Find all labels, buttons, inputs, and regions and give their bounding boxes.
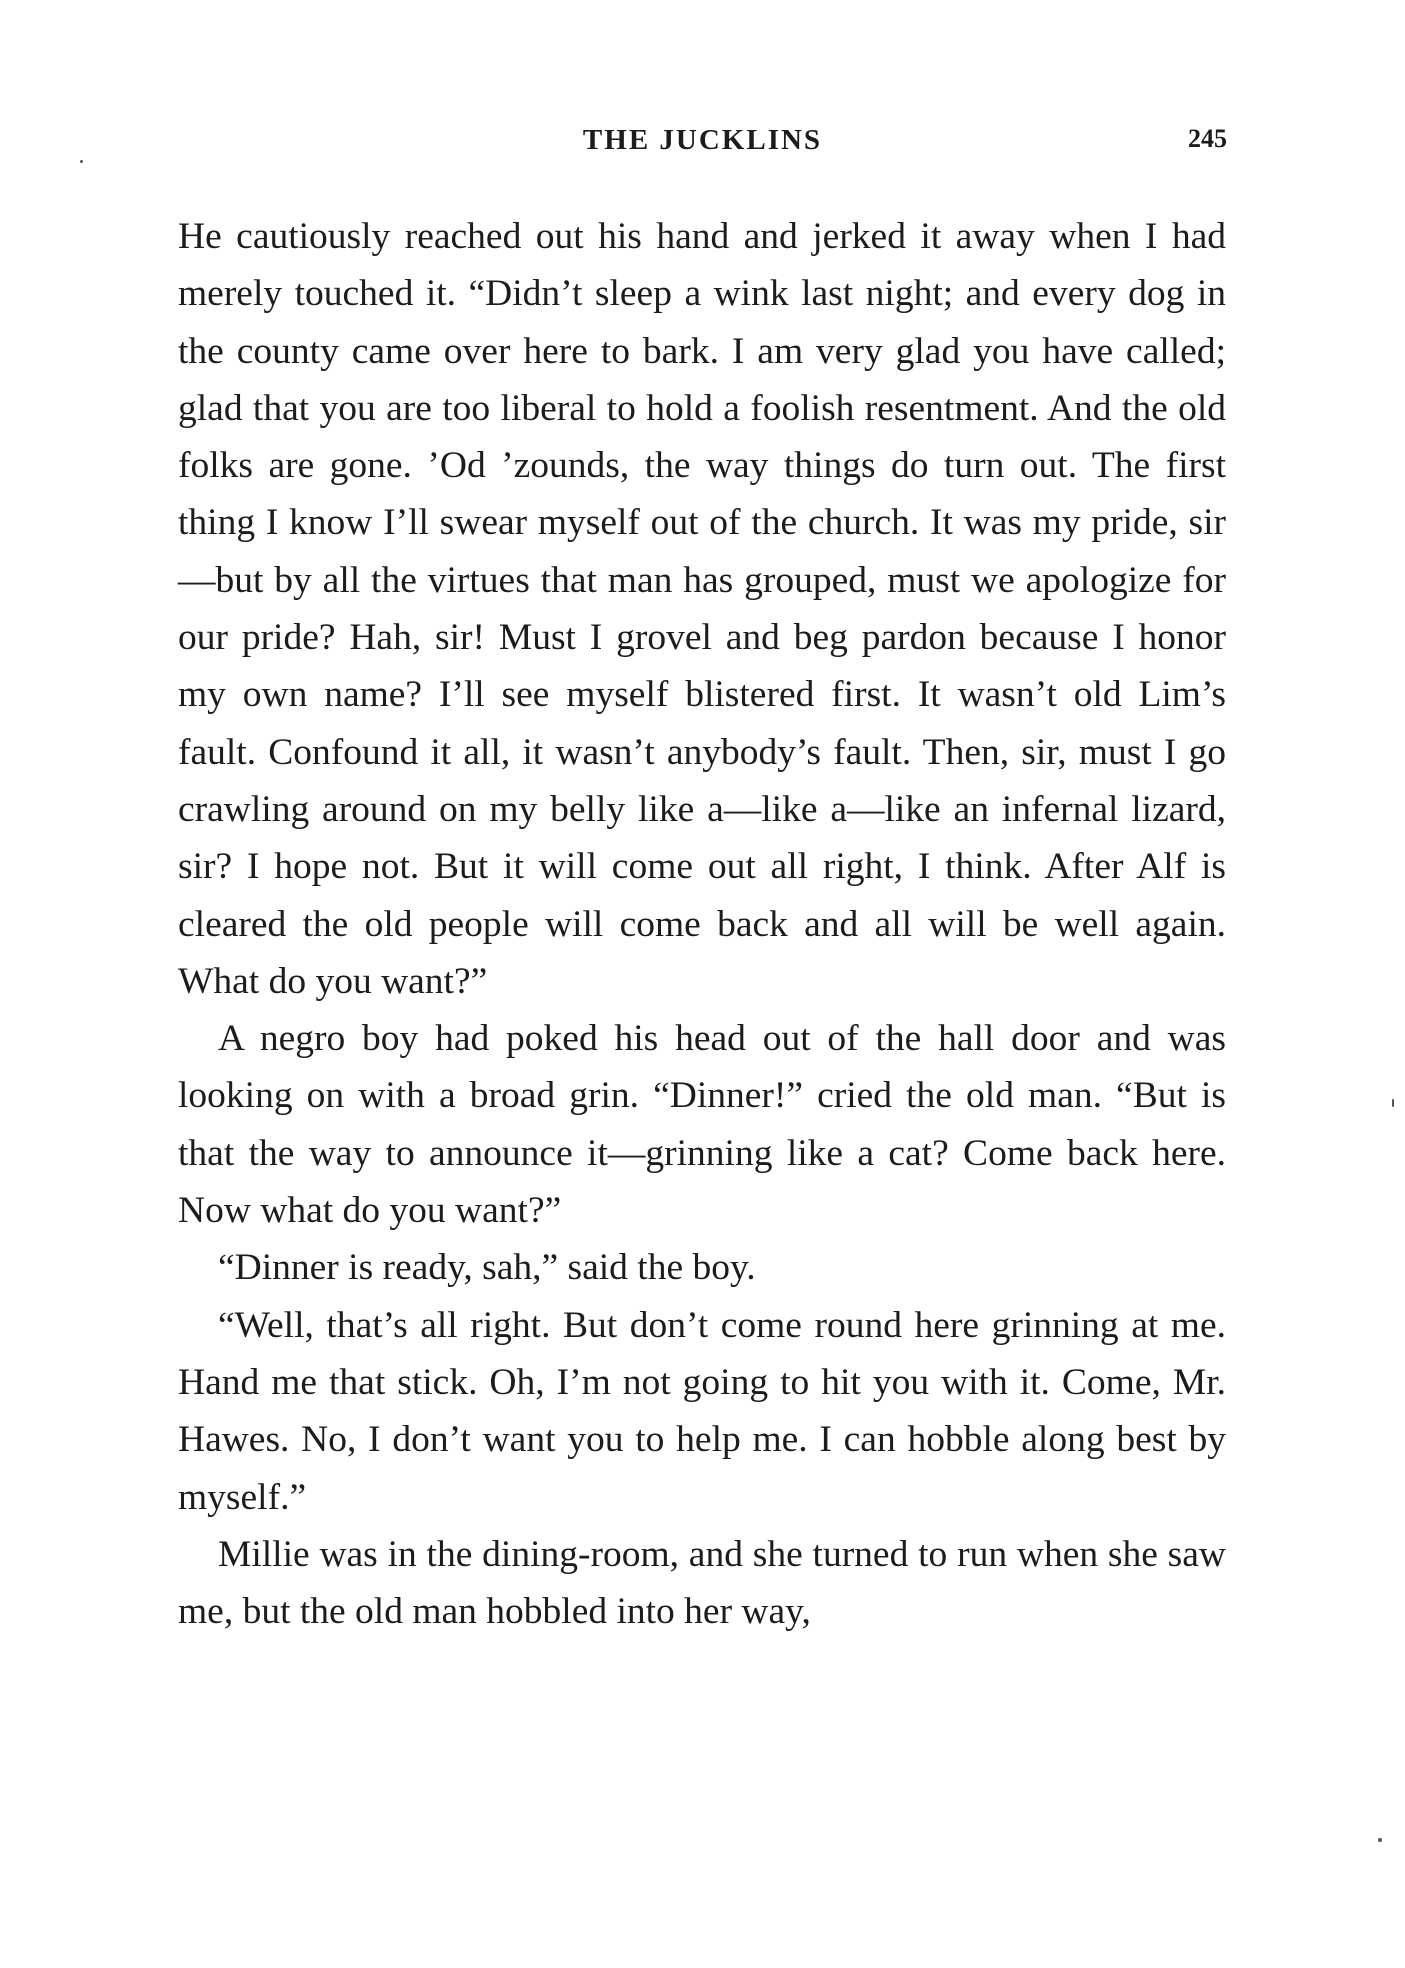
body-text bbox=[178, 208, 1226, 1640]
paragraph: “Dinner is ready, sah,” said the boy. bbox=[218, 1247, 756, 1289]
paragraph: He cautiously reached out his hand and jerked it away when I had merely touched it. “Didn’t sleep a wink last night; and every dog in the county came over here to bark. I am very glad you have called; glad that you are too liberal to hold a foolish resentment. And the old folks are gone. ’Od ’zounds, the way things do turn out. The first thing I know I’ll swear myself out of the church. It was my pride, sir—but by all the virtues that man has grouped, must we apologize for our pride? Hah, sir! Must I grovel and beg pardon because I honor my own name? I’ll see myself blistered first. It wasn’t old Lim’s fault. Confound it all, it wasn’t anybody’s fault. Then, sir, must I go crawling around on my belly like a—like a—like an infernal lizard, sir? I hope not. But it will come out all right, I think. After Alf is cleared the old people will come back and all will be well again. What do you want?” bbox=[178, 216, 1226, 1002]
page-number: 245 bbox=[1188, 124, 1227, 153]
page-header bbox=[0, 124, 1405, 164]
paper-speck bbox=[1378, 1838, 1382, 1842]
paragraph: Millie was in the dining-room, and she turned to run when she saw me, but the old man hobbled into her way, bbox=[178, 1533, 1226, 1633]
paper-speck bbox=[1392, 1099, 1394, 1107]
paragraph: A negro boy had poked his head out of the hall door and was looking on with a broad grin. “Dinner!” cried the old man. “But is that the way to announce it—grinning like a cat? Come back here. Now what do you want?” bbox=[178, 1018, 1226, 1232]
running-title: THE JUCKLINS bbox=[582, 124, 823, 156]
paragraph: “Well, that’s all right. But don’t come round here grinning at me. Hand me that stick. Oh, I’m not going to hit you with it. Come, Mr. Hawes. No, I don’t want you to help me. I can hobble along best by myself.” bbox=[178, 1304, 1226, 1518]
paper-speck bbox=[80, 160, 83, 163]
